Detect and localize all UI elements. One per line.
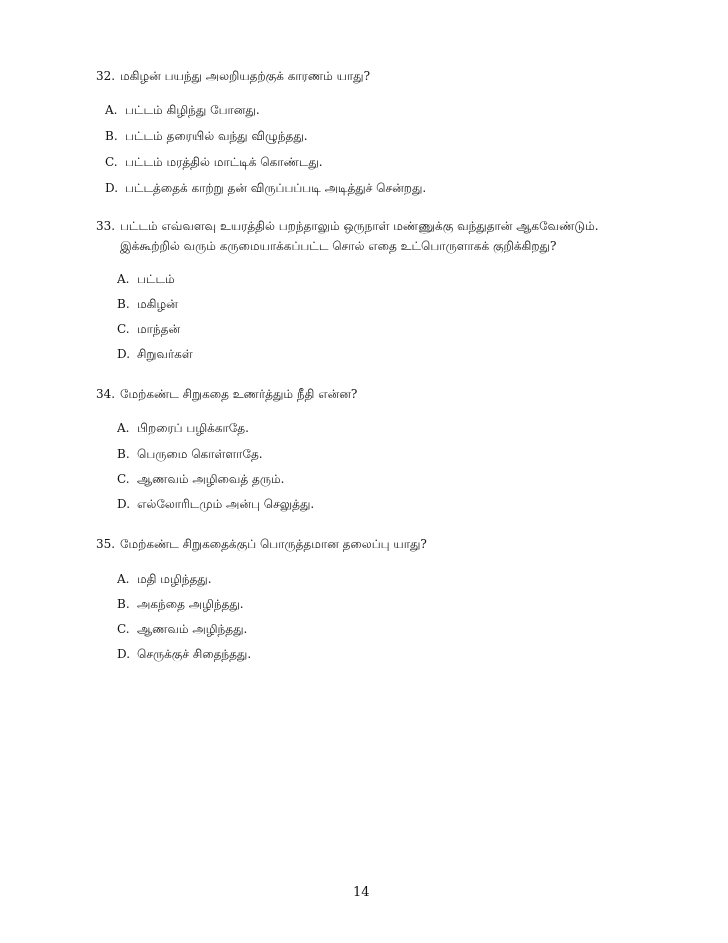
option-33-c — [117, 322, 180, 338]
option-text: மாந்தன் — [137, 322, 181, 336]
question-number: 35. — [96, 537, 116, 551]
option-letter: B. — [117, 447, 130, 461]
option-34-d — [117, 497, 314, 513]
option-32-c — [105, 155, 323, 171]
option-text: பெருமை கொள்ளாதே. — [137, 447, 263, 461]
option-35-a — [117, 572, 212, 588]
option-32-b — [105, 129, 308, 145]
option-text: எல்லோரிடமும் அன்பு செலுத்து. — [137, 497, 315, 511]
option-letter: B. — [105, 129, 118, 143]
option-letter: C. — [117, 622, 130, 636]
question-number: 34. — [96, 387, 116, 401]
question-34 — [96, 387, 656, 403]
page-number: 14 — [353, 885, 370, 900]
question-number: 32. — [96, 69, 116, 83]
option-33-d — [117, 347, 193, 363]
option-letter: B. — [117, 597, 130, 611]
option-text: ஆணவம் அழிவைத் தரும். — [137, 472, 285, 486]
question-number: 33. — [96, 219, 116, 233]
option-text: பட்டத்தைக் காற்று தன் விருப்பப்படி அடித்துச் சென்றது. — [125, 181, 427, 195]
option-letter: C. — [117, 322, 130, 336]
question-text-line-2: இக்கூற்றில் வரும் கருமையாக்கப்பட்ட சொல் எதை உட்பொருளாகக் குறிக்கிறது? — [120, 238, 557, 253]
option-text: பிறரைப் பழிக்காதே. — [137, 421, 249, 435]
option-34-c — [117, 472, 284, 488]
option-text: மகிழன் — [137, 297, 178, 311]
option-letter: D. — [105, 181, 119, 195]
option-letter: D. — [117, 497, 131, 511]
option-35-c — [117, 622, 247, 638]
option-letter: A. — [117, 572, 130, 586]
option-letter: A. — [105, 103, 118, 117]
option-text: சிறுவர்கள் — [137, 347, 193, 361]
option-text: மதி மழிந்தது. — [137, 572, 212, 586]
option-34-b — [117, 447, 263, 463]
option-32-a — [105, 103, 260, 119]
question-text: மகிழன் பயந்து அலறியதற்குக் காரணம் யாது? — [120, 69, 370, 83]
option-35-b — [117, 597, 244, 613]
option-text: செருக்குச் சிதைந்தது. — [137, 647, 252, 661]
question-text-line-1: பட்டம் எவ்வளவு உயரத்தில் பறந்தாலும் ஒருநாள் மண்ணுக்கு வந்துதான் ஆகவேண்டும். — [120, 219, 599, 233]
option-33-a — [117, 272, 175, 288]
option-letter: C. — [117, 472, 130, 486]
option-letter: A. — [117, 421, 130, 435]
option-text: பட்டம் கிழிந்து போனது. — [125, 103, 260, 117]
option-text: ஆணவம் அழிந்தது. — [137, 622, 248, 636]
option-letter: D. — [117, 647, 131, 661]
question-35 — [96, 537, 656, 553]
option-letter: A. — [117, 272, 130, 286]
option-letter: B. — [117, 297, 130, 311]
option-34-a — [117, 421, 249, 437]
option-letter: D. — [117, 347, 131, 361]
option-text: பட்டம் மரத்தில் மாட்டிக் கொண்டது. — [125, 155, 323, 169]
option-32-d — [105, 181, 426, 197]
option-text: அகந்தை அழிந்தது. — [137, 597, 244, 611]
option-text: பட்டம் — [137, 272, 175, 286]
question-32 — [96, 69, 656, 85]
option-text: பட்டம் தரையில் வந்து விழுந்தது. — [125, 129, 308, 143]
question-33 — [96, 219, 656, 254]
option-35-d — [117, 647, 251, 663]
option-33-b — [117, 297, 178, 313]
question-text: மேற்கண்ட சிறுகதை உணர்த்தும் நீதி என்ன? — [120, 387, 358, 401]
option-letter: C. — [105, 155, 118, 169]
question-text: மேற்கண்ட சிறுகதைக்குப் பொருத்தமான தலைப்பு யாது? — [120, 537, 427, 551]
